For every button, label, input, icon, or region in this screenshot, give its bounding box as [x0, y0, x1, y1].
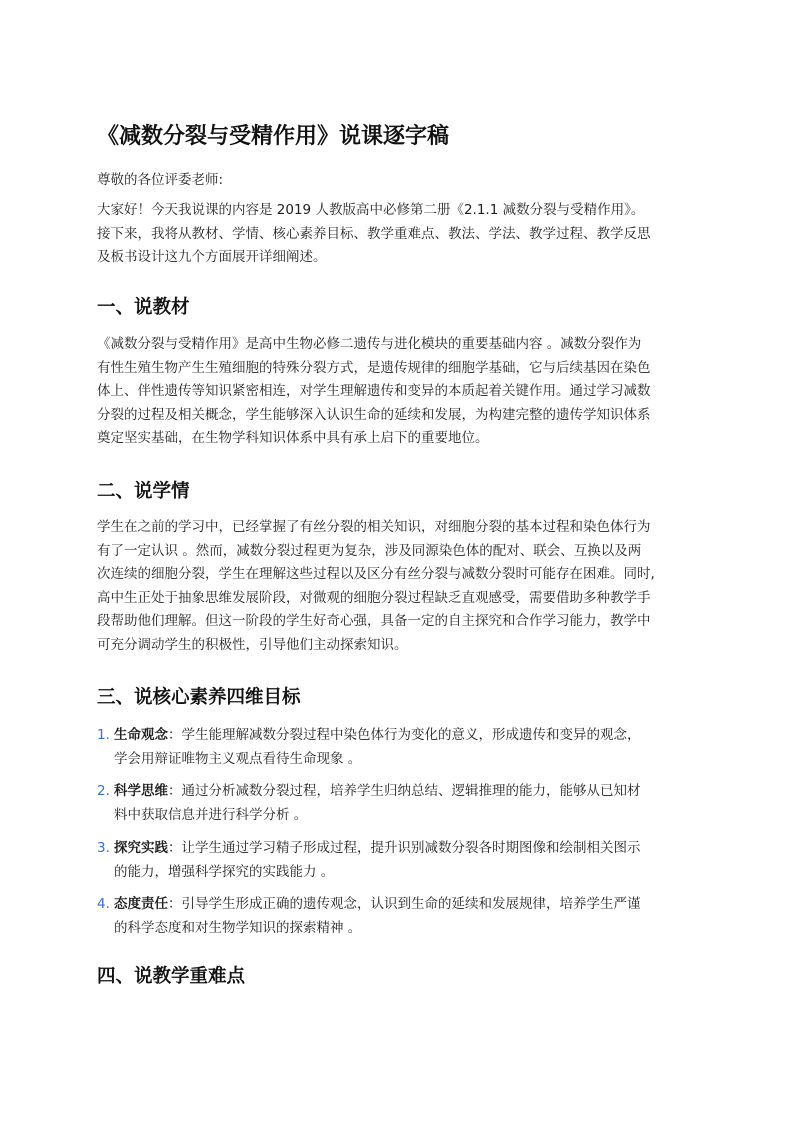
list-text: ：通过分析减数分裂过程，培养学生归纳总结、逻辑推理的能力，能够从已知材 [168, 783, 641, 799]
list-number: 1. [97, 727, 110, 743]
paragraph-line: 及板书设计这九个方面展开详细阐述。 [97, 249, 327, 265]
section-textbook-paragraph [97, 333, 651, 451]
paragraph-line: 段帮助他们理解。但这一阶段的学生好奇心强，具备一定的自主探究和合作学习能力，教学中 [97, 613, 651, 629]
list-term: 态度责任 [114, 896, 168, 912]
list-text: 料中获取信息并进行科学分析 。 [114, 806, 308, 823]
paragraph-line: 《减数分裂与受精作用》是高中生物必修二遗传与进化模块的重要基础内容 。减数分裂作为 [97, 336, 642, 352]
list-number: 2. [97, 783, 110, 799]
paragraph-line: 有性生殖生物产生生殖细胞的特殊分裂方式，是遗传规律的细胞学基础，它与后续基因在染色 [97, 359, 651, 376]
paragraph-line: 分裂的过程及相关概念，学生能够深入认识生命的延续和发展，为构建完整的遗传学知识体系 [97, 406, 651, 423]
paragraph-line: 体上、伴性遗传等知识紧密相连，对学生理解遗传和变异的本质起着关键作用。通过学习减数 [97, 383, 651, 399]
document-title: 《减数分裂与受精作用》说课逐字稿 [97, 124, 450, 149]
list-term: 探究实践 [114, 840, 168, 856]
paragraph-line: 次连续的细胞分裂，学生在理解这些过程以及区分有丝分裂与减数分裂时可能存在困难。同时, [97, 566, 655, 582]
paragraph-line: 大家好！今天我说课的内容是 2019 人教版高中必修第二册《2.1.1 减数分裂与受精作用》。 [97, 202, 645, 218]
paragraph-line: 学生在之前的学习中，已经掌握了有丝分裂的相关知识，对细胞分裂的基本过程和染色体行为 [97, 519, 651, 535]
section-heading-textbook: 一、说教材 [97, 297, 190, 318]
section-heading-core-literacy: 三、说核心素养四维目标 [97, 687, 301, 708]
paragraph-line: 有了一定认识 。然而，减数分裂过程更为复杂，涉及同源染色体的配对、联会、互换以及两 [97, 542, 642, 559]
paragraph-line: 奠定坚实基础，在生物学科知识体系中具有承上启下的重要地位。 [97, 430, 489, 446]
list-term: 科学思维 [114, 783, 168, 799]
list-text: 学会用辩证唯物主义观点看待生命现象 。 [114, 750, 362, 767]
section-students-paragraph [97, 516, 655, 657]
list-text: ：学生能理解减数分裂过程中染色体行为变化的意义，形成遗传和变异的观念， [168, 727, 641, 743]
section-heading-students: 二、说学情 [97, 481, 190, 502]
paragraph-line: 高中生正处于抽象思维发展阶段，对微观的细胞分裂过程缺乏直观感受，需要借助多种教学手 [97, 589, 651, 606]
paragraph-line: 可充分调动学生的积极性，引导他们主动探索知识。 [97, 636, 408, 653]
section-heading-key-points: 四、说教学重难点 [97, 966, 246, 987]
list-text: ：引导学生形成正确的遗传观念，认识到生命的延续和发展规律，培养学生严谨 [168, 896, 641, 912]
list-number: 3. [97, 840, 110, 856]
intro-paragraph [97, 199, 651, 270]
list-text: 的能力，增强科学探究的实践能力 。 [114, 863, 335, 880]
list-text: 的科学态度和对生物学知识的探索精神 。 [114, 919, 362, 936]
list-number: 4. [97, 896, 110, 912]
list-term: 生命观念 [114, 727, 168, 743]
paragraph-line: 接下来，我将从教材、学情、核心素养目标、教学重难点、教法、学法、教学过程、教学反思 [97, 225, 651, 242]
greeting: 尊敬的各位评委老师: [97, 172, 224, 188]
list-text: ：让学生通过学习精子形成过程，提升识别减数分裂各时期图像和绘制相关图示 [168, 840, 641, 856]
